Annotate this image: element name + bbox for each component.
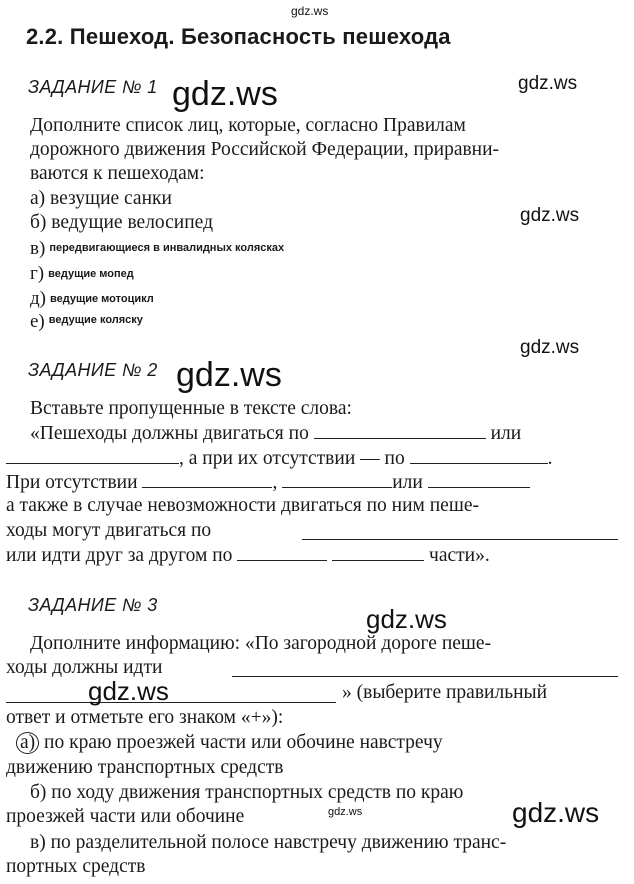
answer-blank[interactable] xyxy=(6,702,336,703)
item-letter: б) xyxy=(30,212,47,233)
selected-answer-circle[interactable]: а) xyxy=(16,732,39,754)
task1-item-e xyxy=(30,310,143,334)
text-fragment: ходы могут двигаться по xyxy=(6,520,212,541)
task3-option-c-cont: портных средств xyxy=(6,856,146,877)
answer-blank[interactable] xyxy=(282,470,392,488)
task3-option-a[interactable] xyxy=(16,731,443,755)
text-fragment: . xyxy=(547,448,553,469)
item-letter: а) xyxy=(30,188,46,209)
task1-text-line-1: Дополните список лиц, которые, согласно Правилам xyxy=(30,115,466,136)
task2-title: ЗАДАНИЕ № 2 xyxy=(28,360,158,380)
answer-blank[interactable] xyxy=(232,676,618,677)
text-fragment: ходы должны идти xyxy=(6,657,163,678)
section-title: 2.2. Пешеход. Безопасность пешехода xyxy=(26,24,451,49)
item-letter: е) xyxy=(30,311,45,332)
task3-line-4: ответ и отметьте его знаком «+»): xyxy=(6,707,284,728)
text-fragment: При отсутствии xyxy=(6,472,138,493)
task3-option-a-cont: движению транспортных средств xyxy=(6,757,284,778)
watermark-large: gdz.ws xyxy=(88,676,169,706)
task2-line-2 xyxy=(6,446,552,471)
watermark-medium: gdz.ws xyxy=(520,205,580,226)
text-fragment: части». xyxy=(429,545,490,566)
task3-option-c[interactable]: в) по разделительной полосе навстречу движению транс- xyxy=(30,832,507,853)
answer-blank[interactable] xyxy=(237,543,327,561)
task3-line-1: Дополните информацию: «По загородной дороге пеше- xyxy=(30,633,492,654)
text-fragment: или идти друг за другом по xyxy=(6,545,233,566)
item-handwritten-answer: передвигающиеся в инвалидных колясках xyxy=(49,242,285,254)
text-fragment: , xyxy=(272,472,278,493)
watermark-top: gdz.ws xyxy=(291,4,329,18)
task2-line-3 xyxy=(6,470,530,495)
item-handwritten-answer: ведущие мотоцикл xyxy=(50,293,154,305)
item-handwritten-answer: ведущие мопед xyxy=(48,268,134,280)
text-fragment: , а при их отсутствии — по xyxy=(179,448,405,469)
answer-blank[interactable] xyxy=(6,446,179,464)
task1-item-a xyxy=(30,187,172,211)
option-text: по краю проезжей части или обочине навстречу xyxy=(44,732,443,753)
task3-line-3: » (выберите правильный xyxy=(342,682,548,703)
task3-title: ЗАДАНИЕ № 3 xyxy=(28,595,158,615)
watermark-tiny: gdz.ws xyxy=(328,806,363,818)
task3-option-b[interactable]: б) по ходу движения транспортных средств по краю xyxy=(30,782,464,803)
text-fragment: «Пешеходы должны двигаться по xyxy=(30,423,309,444)
task1-text-line-3: ваются к пешеходам: xyxy=(30,163,205,184)
task2-line-6 xyxy=(6,543,490,568)
answer-blank[interactable] xyxy=(428,470,530,488)
task1-item-v xyxy=(30,237,284,261)
watermark-large: gdz.ws xyxy=(172,75,278,113)
watermark-large: gdz.ws xyxy=(176,356,282,394)
watermark-large: gdz.ws xyxy=(512,797,600,828)
task2-line-1 xyxy=(30,421,521,446)
answer-blank[interactable] xyxy=(302,539,618,540)
item-handwritten-answer: ведущие коляску xyxy=(48,314,143,326)
item-letter: г) xyxy=(30,263,45,284)
task1-item-d xyxy=(30,287,154,311)
task2-intro: Вставьте пропущенные в тексте слова: xyxy=(30,398,352,419)
item-text: ведущие велосипед xyxy=(51,212,214,233)
task3-option-b-cont: проезжей части или обочине xyxy=(6,806,245,827)
item-letter: в) xyxy=(30,238,46,259)
watermark-large: gdz.ws xyxy=(366,604,447,634)
task2-line-4: а также в случае невозможности двигаться по ним пеше- xyxy=(6,495,479,516)
answer-blank[interactable] xyxy=(410,446,548,464)
watermark-medium: gdz.ws xyxy=(518,73,578,94)
item-text: везущие санки xyxy=(50,188,172,209)
answer-blank[interactable] xyxy=(332,543,424,561)
task1-text-line-2: дорожного движения Российской Федерации, приравни- xyxy=(30,139,500,160)
task1-item-g xyxy=(30,262,134,286)
task1-item-b xyxy=(30,211,213,235)
answer-blank[interactable] xyxy=(142,470,272,488)
text-fragment: или xyxy=(392,472,423,493)
task1-title: ЗАДАНИЕ № 1 xyxy=(28,77,158,97)
watermark-medium: gdz.ws xyxy=(520,337,580,358)
item-letter: д) xyxy=(30,288,46,309)
text-fragment: или xyxy=(490,423,522,444)
task2-line-5 xyxy=(6,519,211,543)
answer-blank[interactable] xyxy=(314,421,486,439)
